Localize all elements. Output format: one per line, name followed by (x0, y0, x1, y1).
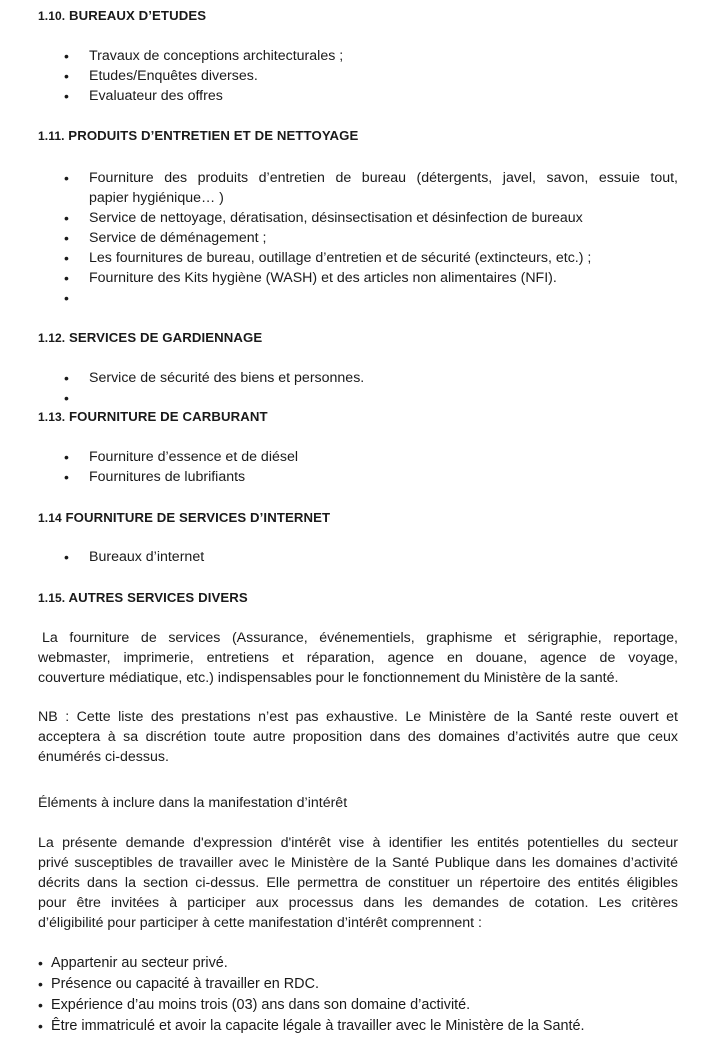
paragraph-line: acceptera à sa discrétion toute autre proposition dans des domaines d’activités autre que ceux (38, 729, 678, 745)
section-title: FOURNITURE DE SERVICES D’INTERNET (65, 510, 331, 525)
section-number: 1.12. (38, 331, 66, 345)
bullet-icon: • (38, 997, 43, 1013)
bullet-icon: • (64, 68, 69, 84)
section-title: PRODUITS D’ENTRETIEN ET DE NETTOYAGE (68, 128, 359, 143)
paragraph-line: couverture médiatique, etc.) indispensables pour le fonctionnement du Ministère de la santé. (38, 670, 619, 686)
list-item: • Les fournitures de bureau, outillage d’entretien et de sécurité (extincteurs, etc.) ; (64, 250, 592, 266)
criteria-list (38, 953, 585, 1037)
section-heading-1-12 (38, 328, 262, 348)
bullet-icon: • (64, 390, 69, 406)
bullet-icon: • (64, 270, 69, 286)
list-item: • Appartenir au secteur privé. (38, 953, 585, 974)
bullet-icon: • (64, 88, 69, 104)
section-title: SERVICES DE GARDIENNAGE (68, 330, 263, 345)
list-item: • Travaux de conceptions architecturales ; (64, 48, 344, 64)
section-list-1-11 (64, 168, 678, 306)
paragraph-line: La présente demande d'expression d'intérêt vise à identifier les entités potentielles du secteur (38, 835, 678, 851)
list-item: • Evaluateur des offres (64, 88, 223, 104)
list-item: • Etudes/Enquêtes diverses. (64, 68, 258, 84)
bullet-icon: • (64, 549, 69, 565)
section-number: 1.15. (38, 591, 66, 605)
list-item: • Fourniture des produits d’entretien de bureau (détergents, javel, savon, essuie tout, (64, 170, 678, 186)
section-heading-1-15 (38, 588, 248, 608)
paragraph-line: pour être invitées à participer aux processus dans les demandes de cotation. Les critères (38, 895, 678, 911)
section-list-1-10 (64, 46, 343, 106)
list-item: • Expérience d’au moins trois (03) ans dans son domaine d’activité. (38, 995, 585, 1016)
list-item: • Service de sécurité des biens et personnes. (64, 370, 365, 386)
section-list-1-13 (64, 447, 298, 487)
paragraph-line: NB : Cette liste des prestations n’est pas exhaustive. Le Ministère de la Santé reste ouvert et (38, 709, 678, 725)
section-title: BUREAUX D’ETUDES (68, 8, 207, 23)
list-item: • Fourniture d’essence et de diésel (64, 449, 298, 465)
bullet-icon: • (64, 370, 69, 386)
autres-services-paragraph (38, 628, 678, 688)
section-list-1-12 (64, 368, 365, 406)
nb-paragraph (38, 707, 678, 767)
paragraph-line: d’éligibilité pour participer à cette manifestation d’intérêt comprennent : (38, 915, 482, 931)
paragraph-line: décrits dans la section ci-dessus. Elle permettra de constituer un répertoire des entités éligibles (38, 875, 678, 891)
bullet-icon: • (64, 449, 69, 465)
paragraph-line: La fourniture de services (Assurance, événementiels, graphisme et sérigraphie, reportage, (42, 630, 678, 646)
bullet-icon: • (64, 48, 69, 64)
section-heading-1-11 (38, 126, 358, 146)
elements-heading: Éléments à inclure dans la manifestation d’intérêt (38, 795, 348, 811)
section-title: AUTRES SERVICES DIVERS (68, 590, 248, 605)
list-item: • Fournitures de lubrifiants (64, 469, 246, 485)
list-item: • Présence ou capacité à travailler en RDC. (38, 974, 585, 995)
bullet-icon: • (64, 469, 69, 485)
bullet-icon: • (38, 955, 43, 971)
section-heading-1-13 (38, 407, 268, 427)
list-item: • Fourniture des Kits hygiène (WASH) et des articles non alimentaires (NFI). (64, 270, 557, 286)
list-item: • Service de déménagement ; (64, 230, 267, 246)
section-number: 1.14 (38, 511, 62, 525)
section-number: 1.10. (38, 9, 66, 23)
bullet-icon: • (38, 976, 43, 992)
paragraph-line: énumérés ci-dessus. (38, 749, 169, 765)
paragraph-line: privé susceptibles de travailler avec le Ministère de la Santé Publique dans les domaines d’activité (38, 855, 678, 871)
section-list-1-14 (64, 547, 204, 567)
bullet-icon: • (64, 210, 69, 226)
section-heading-1-10 (38, 6, 206, 26)
bullet-icon: • (64, 290, 69, 306)
bullet-icon: • (38, 1018, 43, 1034)
bullet-icon: • (64, 230, 69, 246)
section-heading-1-14 (38, 508, 330, 528)
intro-paragraph (38, 833, 678, 933)
section-title: FOURNITURE DE CARBURANT (68, 409, 268, 424)
list-item: • Bureaux d’internet (64, 549, 205, 565)
list-item-continuation: papier hygiénique… ) (89, 190, 224, 206)
list-item: • Service de nettoyage, dératisation, désinsectisation et désinfection de bureaux (64, 210, 583, 226)
bullet-icon: • (64, 250, 69, 266)
paragraph-line: webmaster, imprimerie, entretiens et réparation, agence en douane, agence de voyage, (38, 650, 678, 666)
bullet-icon: • (64, 170, 69, 186)
section-number: 1.13. (38, 410, 66, 424)
list-item: • Être immatriculé et avoir la capacite légale à travailler avec le Ministère de la Santé. (38, 1016, 585, 1037)
section-number: 1.11. (38, 129, 65, 143)
